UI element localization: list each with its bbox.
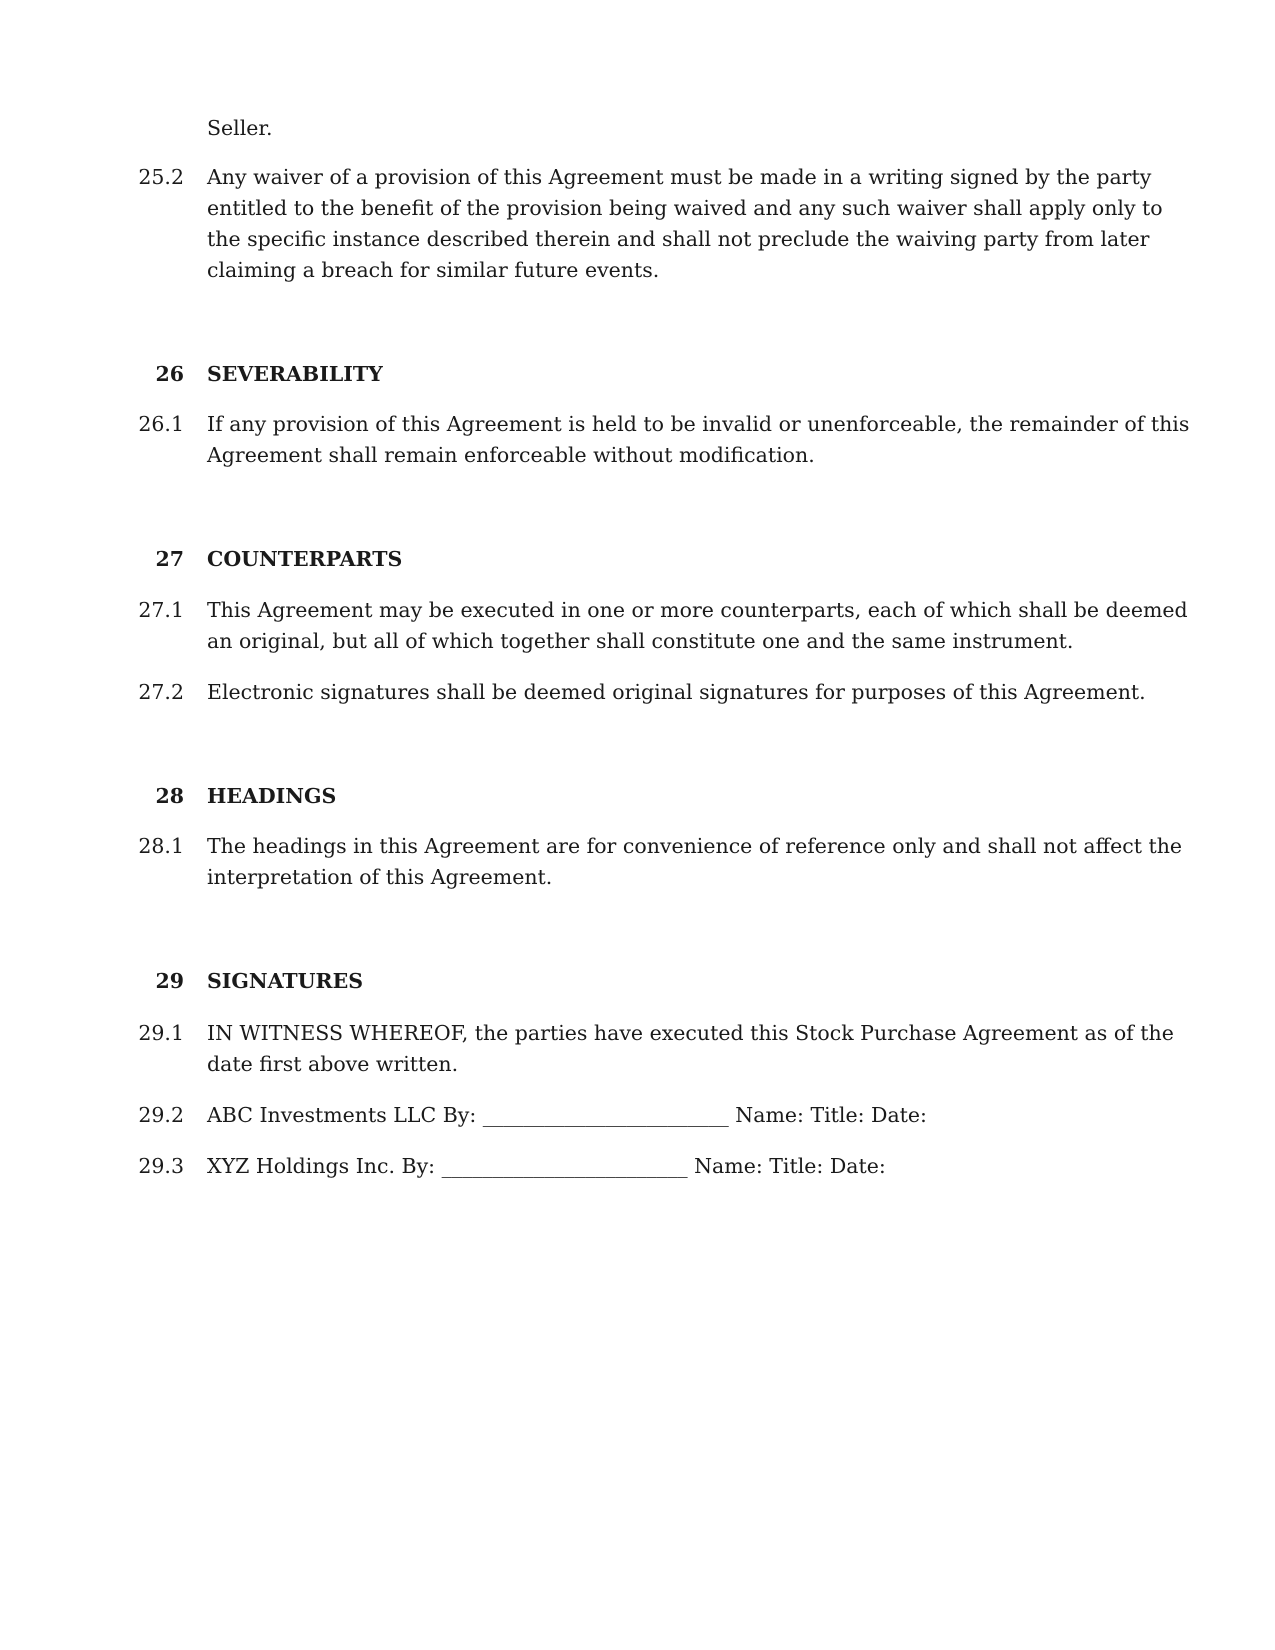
clause-line: claiming a breach for similar future events. xyxy=(207,258,660,282)
section-title: SEVERABILITY xyxy=(207,362,383,386)
clause-line: If any provision of this Agreement is held to be invalid or unenforceable, the remainder of this xyxy=(207,412,1190,436)
section-title: HEADINGS xyxy=(207,784,337,808)
clause-line: Agreement shall remain enforceable without modification. xyxy=(207,443,815,467)
clause-number: 29.3 xyxy=(138,1154,184,1178)
section-title: SIGNATURES xyxy=(207,969,364,993)
clause-line: entitled to the benefit of the provision being waived and any such waiver shall apply only to xyxy=(207,196,1163,220)
clause-number: 27.2 xyxy=(138,680,184,704)
clause-line: interpretation of this Agreement. xyxy=(207,865,553,889)
clause-line: Electronic signatures shall be deemed original signatures for purposes of this Agreement. xyxy=(207,680,1146,704)
clause-number: 29.1 xyxy=(138,1021,184,1045)
clause-line: IN WITNESS WHEREOF, the parties have executed this Stock Purchase Agreement as of the xyxy=(207,1021,1174,1045)
clause-line: Any waiver of a provision of this Agreement must be made in a writing signed by the party xyxy=(207,165,1152,189)
clause-number: 28.1 xyxy=(138,834,184,858)
clause-number: 27.1 xyxy=(138,598,184,622)
clause-number: 25.2 xyxy=(138,165,184,189)
clause-line: The headings in this Agreement are for convenience of reference only and shall not affect the xyxy=(207,834,1183,858)
continuation-text: Seller. xyxy=(207,116,273,140)
signature-line: XYZ Holdings Inc. By: ________________________ Name: Title: Date: xyxy=(207,1154,886,1178)
clause-number: 26.1 xyxy=(138,412,184,436)
signature-line: ABC Investments LLC By: ________________________ Name: Title: Date: xyxy=(207,1103,927,1127)
clause-number: 29.2 xyxy=(138,1103,184,1127)
section-number: 29 xyxy=(155,969,184,993)
section-number: 28 xyxy=(155,784,184,808)
clause-line: the specific instance described therein and shall not preclude the waiving party from later xyxy=(207,227,1150,251)
section-number: 26 xyxy=(155,362,184,386)
clause-line: date first above written. xyxy=(207,1052,459,1076)
section-number: 27 xyxy=(155,547,184,571)
clause-line: an original, but all of which together shall constitute one and the same instrument. xyxy=(207,629,1074,653)
section-title: COUNTERPARTS xyxy=(207,547,403,571)
clause-line: This Agreement may be executed in one or more counterparts, each of which shall be deemed xyxy=(207,598,1188,622)
